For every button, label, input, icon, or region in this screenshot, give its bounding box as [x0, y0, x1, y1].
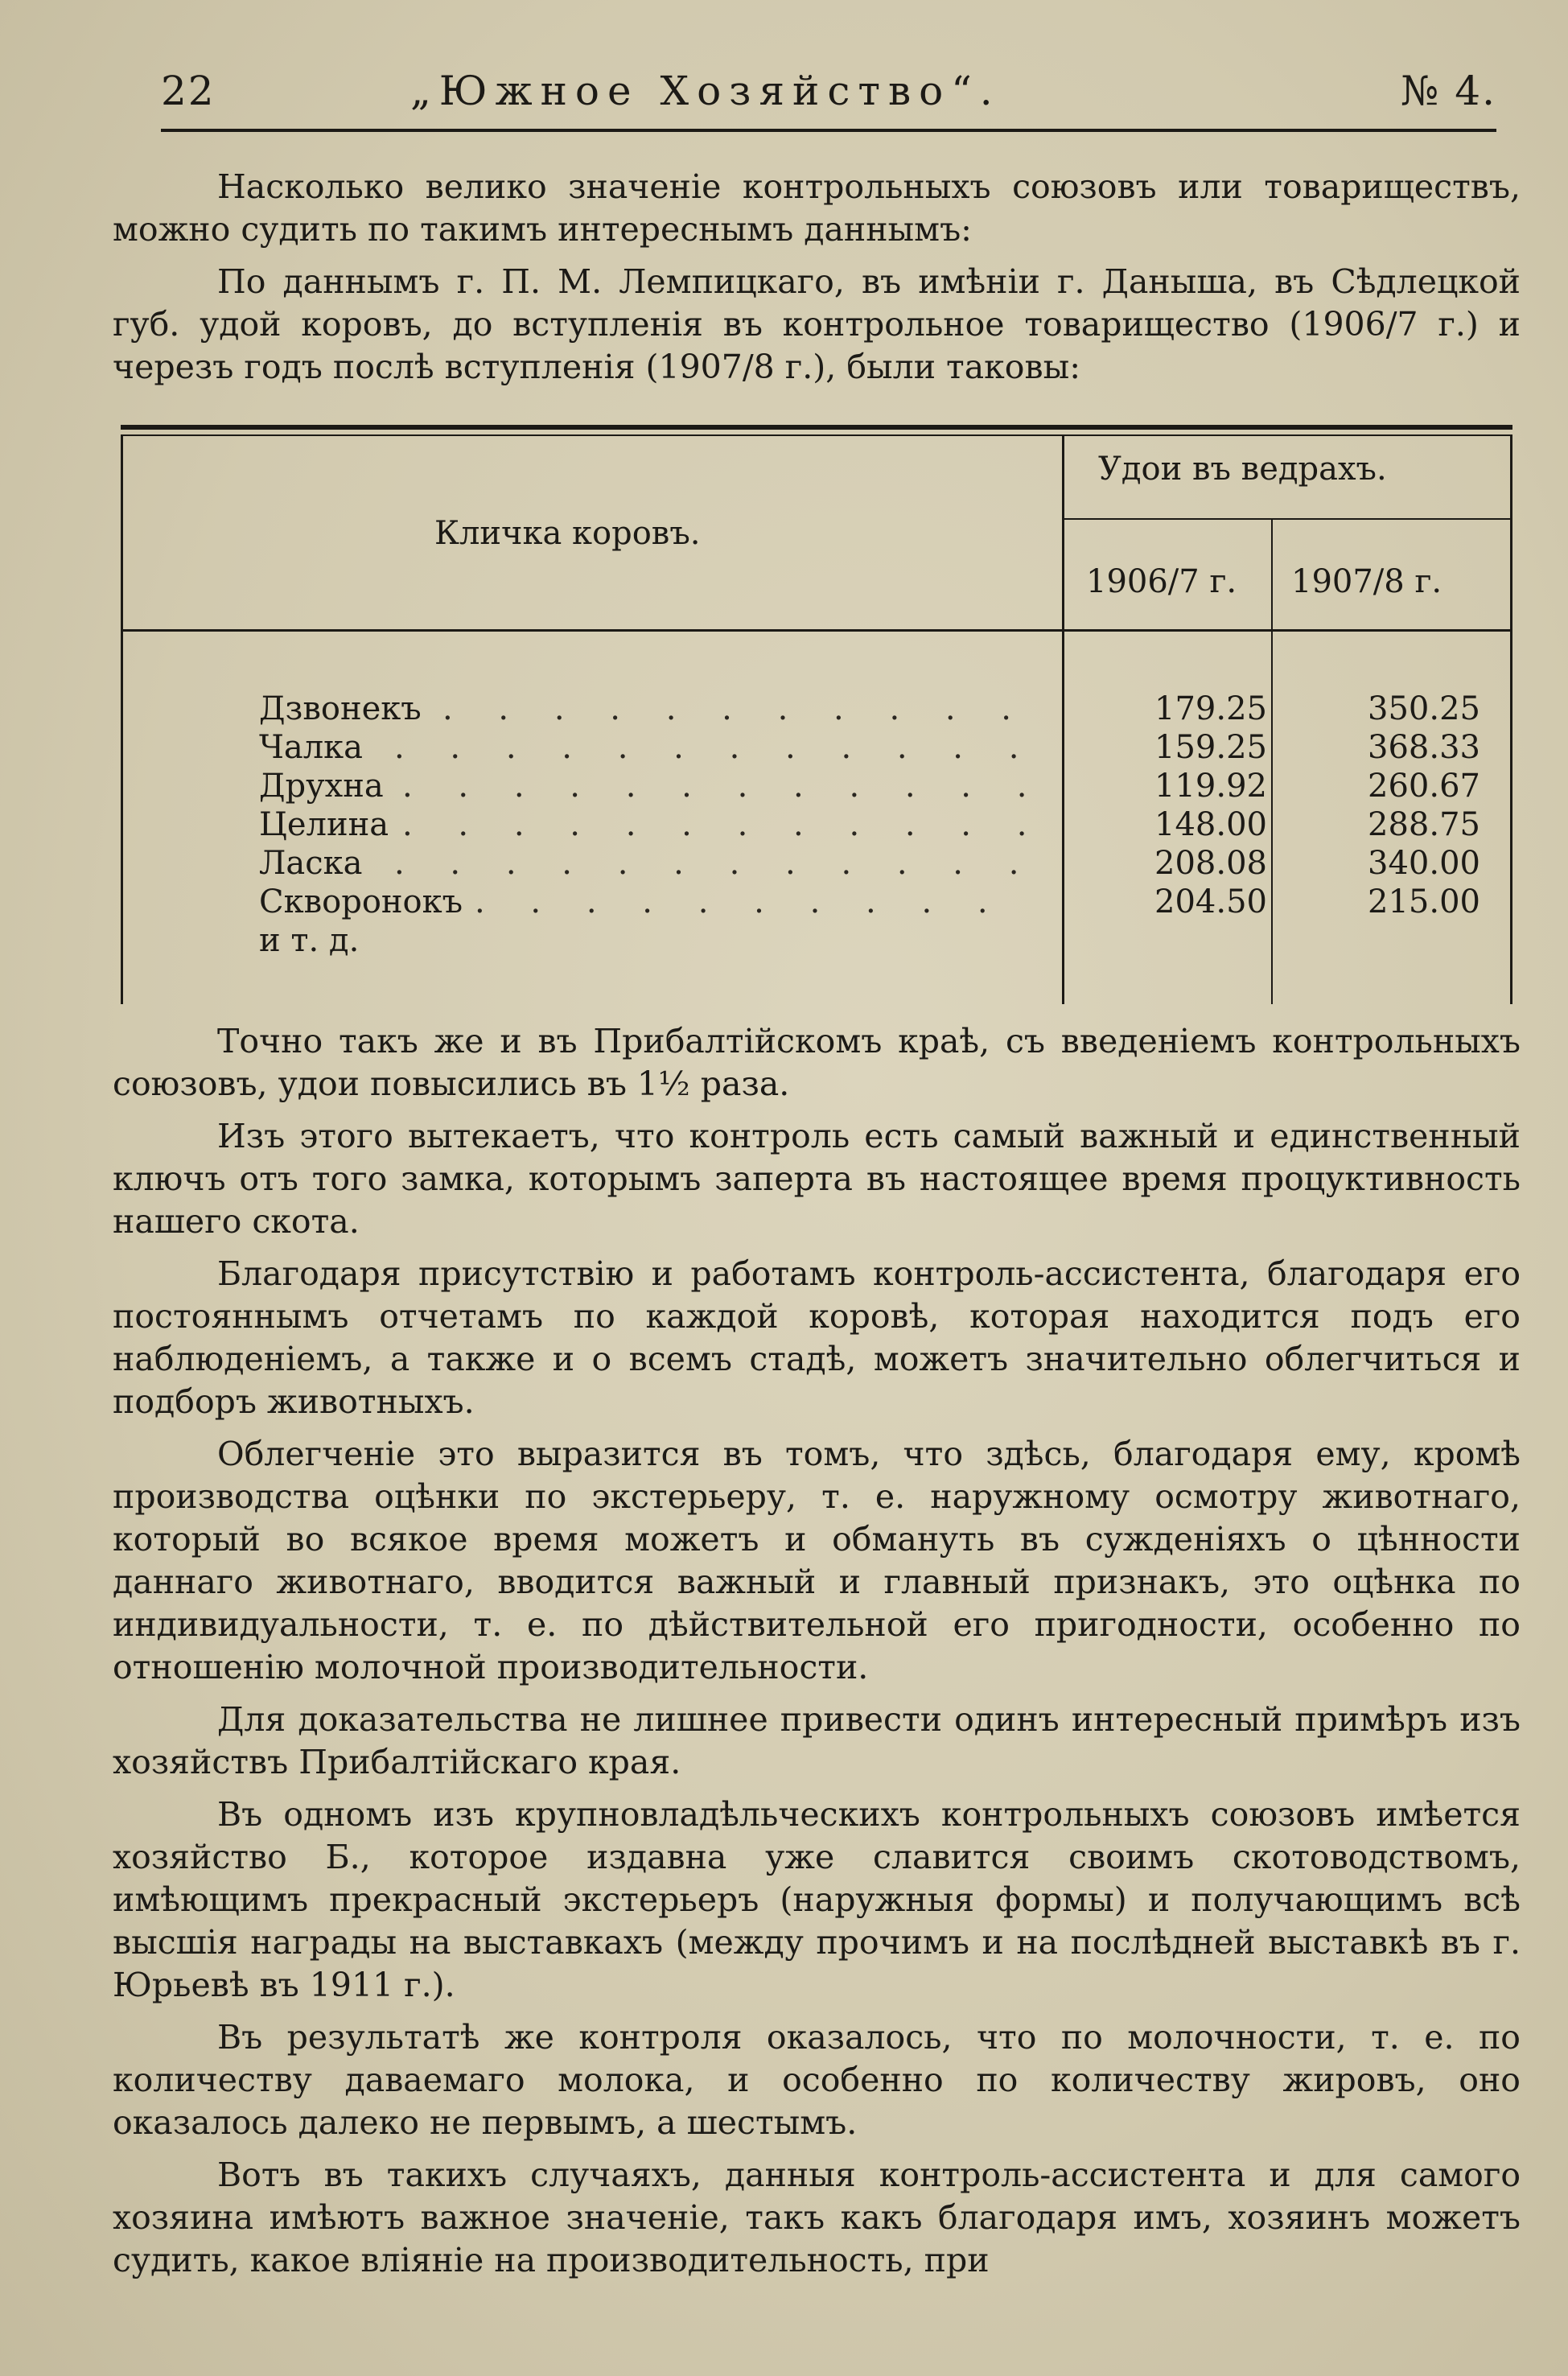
paragraph: Вотъ въ такихъ случаяхъ, данныя контроль-ассистента и для самого хозяина имѣютъ важное значеніе, такъ какъ благодаря имъ, хозяинъ можетъ судить, какое вліяніе на производительность, при	[113, 2156, 1521, 2279]
paragraph: Изъ этого вытекаетъ, что контроль есть самый важный и единственный ключъ отъ того замка, которымъ заперта въ настоящее время процуктивность нашего скота.	[113, 1117, 1521, 1241]
text-block-bottom	[113, 1020, 1521, 2292]
running-header	[161, 68, 1496, 124]
cow-name: Скворонокъ	[259, 883, 463, 920]
yield-1907: 215.00	[1368, 883, 1480, 920]
column-header-name: Кличка коровъ.	[434, 515, 701, 552]
yield-1906: 204.50	[1154, 883, 1267, 920]
leader-dots: . . . . . . . . . . .	[442, 690, 1030, 727]
paragraph: Благодаря присутствію и работамъ контроль-ассистента, благодаря его постояннымъ отчетамъ по каждой коровѣ, которая находится подъ его наблюденіемъ, а также и о всемъ стадѣ, можетъ значительно облегчиться и подборъ животныхъ.	[113, 1254, 1521, 1421]
table-row	[121, 922, 1512, 961]
issue-number: № 4.	[1401, 68, 1496, 114]
yield-1907: 288.75	[1368, 806, 1480, 843]
column-group-header: Удои въ ведрахъ.	[1098, 451, 1387, 488]
etc-label: и т. д.	[259, 922, 360, 959]
leader-dots: . . . . . . . . . . . .	[402, 768, 1045, 805]
paragraph: По даннымъ г. П. М. Лемпицкаго, въ имѣніи г. Даныша, въ Сѣдлецкой губ. удой коровъ, до вступленія въ контрольное товарищество (1906/7 г.) и черезъ годъ послѣ вступленія (1907/8 г.), были таковы:	[113, 262, 1521, 386]
milk-yield-table	[121, 425, 1512, 1004]
yield-1907: 260.67	[1368, 768, 1480, 805]
table-row	[121, 883, 1512, 922]
leader-dots: . . . . . . . . . . . .	[394, 729, 1037, 766]
cow-name: Ласка	[259, 845, 363, 882]
yield-1907: 368.33	[1368, 729, 1480, 766]
text-block-top	[113, 166, 1521, 398]
column-header-year-1906: 1906/7 г.	[1086, 563, 1237, 600]
cow-name: Чалка	[259, 729, 364, 766]
paragraph: Въ одномъ изъ крупновладѣльческихъ контрольныхъ союзовъ имѣется хозяйство Б., которое издавна уже славится своимъ скотоводствомъ, имѣющимъ прекрасный экстерьеръ (наружныя формы) и получающимъ всѣ высшія награды на выставкахъ (между прочимъ и на послѣдней выставкѣ въ г. Юрьевѣ въ 1911 г.).	[113, 1795, 1521, 2004]
cow-name: Дзвонекъ	[259, 690, 422, 727]
table-header-rule	[121, 629, 1512, 632]
leader-dots: . . . . . . . . . . . .	[402, 806, 1045, 843]
paragraph: Насколько велико значеніе контрольныхъ союзовъ или товариществъ, можно судить по такимъ интереснымъ даннымъ:	[113, 167, 1521, 249]
journal-title: „Южное Хозяйство“.	[410, 68, 1001, 114]
table-top-rule-thin	[121, 434, 1512, 436]
paragraph: Точно такъ же и въ Прибалтійскомъ краѣ, съ введеніемъ контрольныхъ союзовъ, удои повысились въ 1½ раза.	[113, 1022, 1521, 1103]
yield-1906: 148.00	[1154, 806, 1267, 843]
table-row	[121, 806, 1512, 845]
leader-dots: . . . . . . . . . . . .	[394, 845, 1037, 882]
year-subheader-rule	[1062, 518, 1512, 520]
page-number: 22	[161, 68, 216, 114]
yield-1906: 159.25	[1154, 729, 1267, 766]
yield-1907: 340.00	[1368, 845, 1480, 882]
paragraph: Для доказательства не лишнее привести одинъ интересный примѣръ изъ хозяйствъ Прибалтійскаго края.	[113, 1700, 1521, 1781]
table-row	[121, 690, 1512, 729]
table-row	[121, 768, 1512, 806]
paragraph: Облегченіе это выразится въ томъ, что здѣсь, благодаря ему, кромѣ производства оцѣнки по экстерьеру, т. е. наружному осмотру животнаго, который во всякое время можетъ и обмануть въ сужденіяхъ о цѣнности даннаго животнаго, вводится важный и главный признакъ, это оцѣнка по индивидуальности, т. е. по дѣйствительной его пригодности, особенно по отношенію молочной производительности.	[113, 1435, 1521, 1686]
yield-1906: 179.25	[1154, 690, 1267, 727]
column-header-year-1907: 1907/8 г.	[1291, 563, 1442, 600]
yield-1907: 350.25	[1368, 690, 1480, 727]
table-top-rule	[121, 425, 1512, 430]
yield-1906: 208.08	[1154, 845, 1267, 882]
paragraph: Въ результатѣ же контроля оказалось, что по молочности, т. е. по количеству даваемаго молока, и особенно по количеству жировъ, оно оказалось далеко не первымъ, а шестымъ.	[113, 2018, 1521, 2142]
cow-name: Друхна	[259, 768, 384, 805]
yield-1906: 119.92	[1154, 768, 1267, 805]
cow-name: Целина	[259, 806, 389, 843]
table-row	[121, 845, 1512, 883]
table-row	[121, 729, 1512, 768]
header-rule	[161, 129, 1496, 132]
leader-dots: . . . . . . . . . .	[475, 883, 1006, 920]
